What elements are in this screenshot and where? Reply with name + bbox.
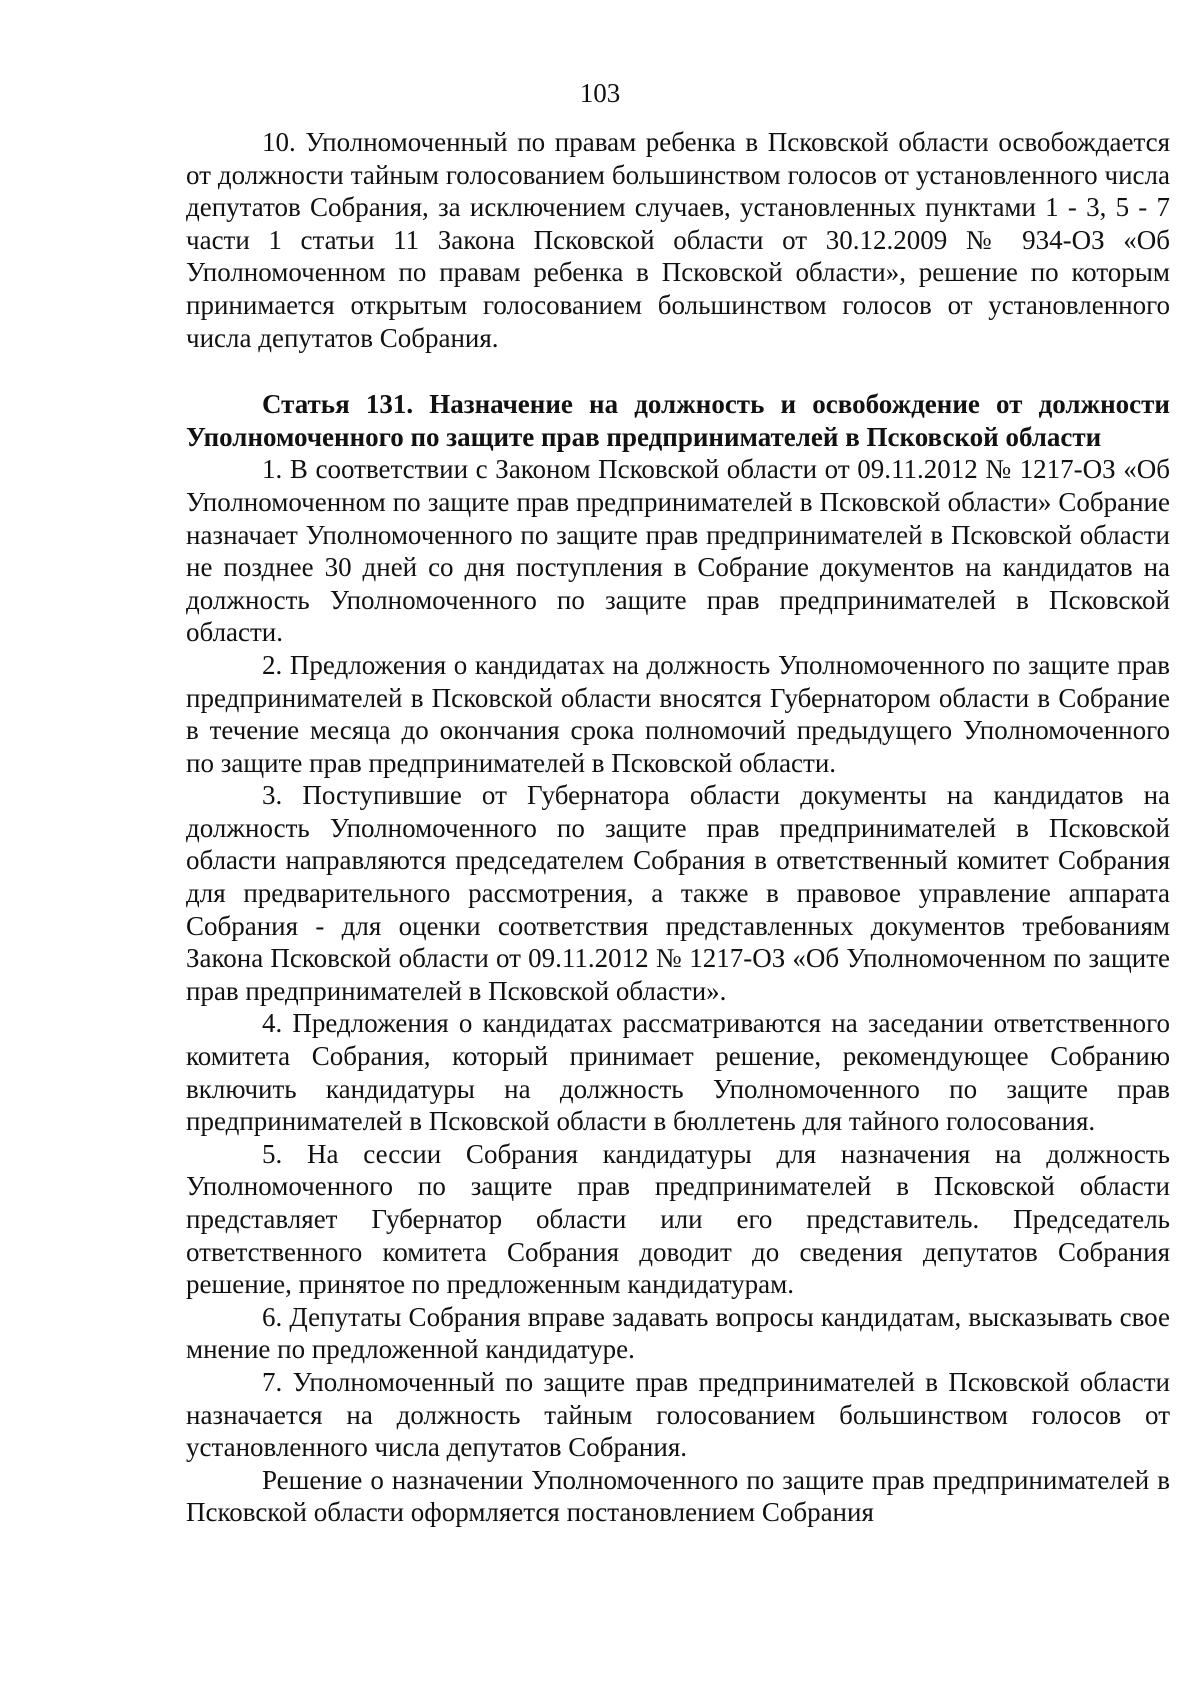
article-paragraph-6: 6. Депутаты Собрания вправе задавать вопросы кандидатам, высказывать свое мнение по предложенной кандидатуре. bbox=[186, 1301, 1170, 1365]
paragraph-10: 10. Уполномоченный по правам ребенка в Псковской области освобождается от должности тайным голосованием большинством голосов от установленного числа депутатов Собрания, за исключением случаев, установленных пунктами 1 - 3, 5 - 7 части 1 статьи 11 Закона Псковской области от 30.12.2009 № 934-ОЗ «Об Уполномоченном по правам ребенка в Псковской области», решение по которым принимается открытым голосованием большинством голосов от установленного числа депутатов Собрания. bbox=[186, 127, 1170, 353]
article-paragraph-3: 3. Поступившие от Губернатора области документы на кандидатов на должность Уполномоченного по защите прав предпринимателей в Псковской области направляются председателем Собрания в ответственный комитет Собрания для предварительного рассмотрения, а также в правовое управление аппарата Собрания - для оценки соответствия представленных документов требованиям Закона Псковской области от 09.11.2012 № 1217-ОЗ «Об Уполномоченном по защите прав предпринимателей в Псковской области». bbox=[186, 780, 1170, 1006]
article-paragraph-7: 7. Уполномоченный по защите прав предпринимателей в Псковской области назначается на должность тайным голосованием большинством голосов от установленного числа депутатов Собрания. bbox=[186, 1366, 1170, 1463]
article-paragraph-2: 2. Предложения о кандидатах на должность Уполномоченного по защите прав предпринимателей в Псковской области вносятся Губернатором области в Собрание в течение месяца до окончания срока полномочий предыдущего Уполномоченного по защите прав предпринимателей в Псковской области. bbox=[186, 649, 1170, 778]
article-paragraph-4: 4. Предложения о кандидатах рассматриваются на заседании ответственного комитета Собрания, который принимает решение, рекомендующее Собранию включить кандидатуры на должность Уполномоченного по защите прав предпринимателей в Псковской области в бюллетень для тайного голосования. bbox=[186, 1008, 1170, 1137]
article-131-heading: Статья 131. Назначение на должность и освобождение от должности Уполномоченного по защите прав предпринимателей в Псковской области bbox=[186, 389, 1170, 452]
page-number: 103 bbox=[579, 78, 621, 108]
article-paragraph-5: 5. На сессии Собрания кандидатуры для назначения на должность Уполномоченного по защите прав предпринимателей в Псковской области представляет Губернатор области или его представитель. Председатель ответственного комитета Собрания доводит до сведения депутатов Собрания решение, принятое по предложенным кандидатурам. bbox=[186, 1138, 1170, 1300]
document-body bbox=[186, 126, 1170, 1529]
article-paragraph-1: 1. В соответствии с Законом Псковской области от 09.11.2012 № 1217-ОЗ «Об Уполномоченном по защите прав предпринимателей в Псковской области» Собрание назначает Уполномоченного по защите прав предпринимателей в Псковской области не позднее 30 дней со дня поступления в Собрание документов на кандидатов на должность Уполномоченного по защите прав предпринимателей в Псковской области. bbox=[186, 454, 1170, 648]
article-paragraph-decision: Решение о назначении Уполномоченного по защите прав предпринимателей в Псковской области оформляется постановлением Собрания bbox=[186, 1464, 1170, 1528]
